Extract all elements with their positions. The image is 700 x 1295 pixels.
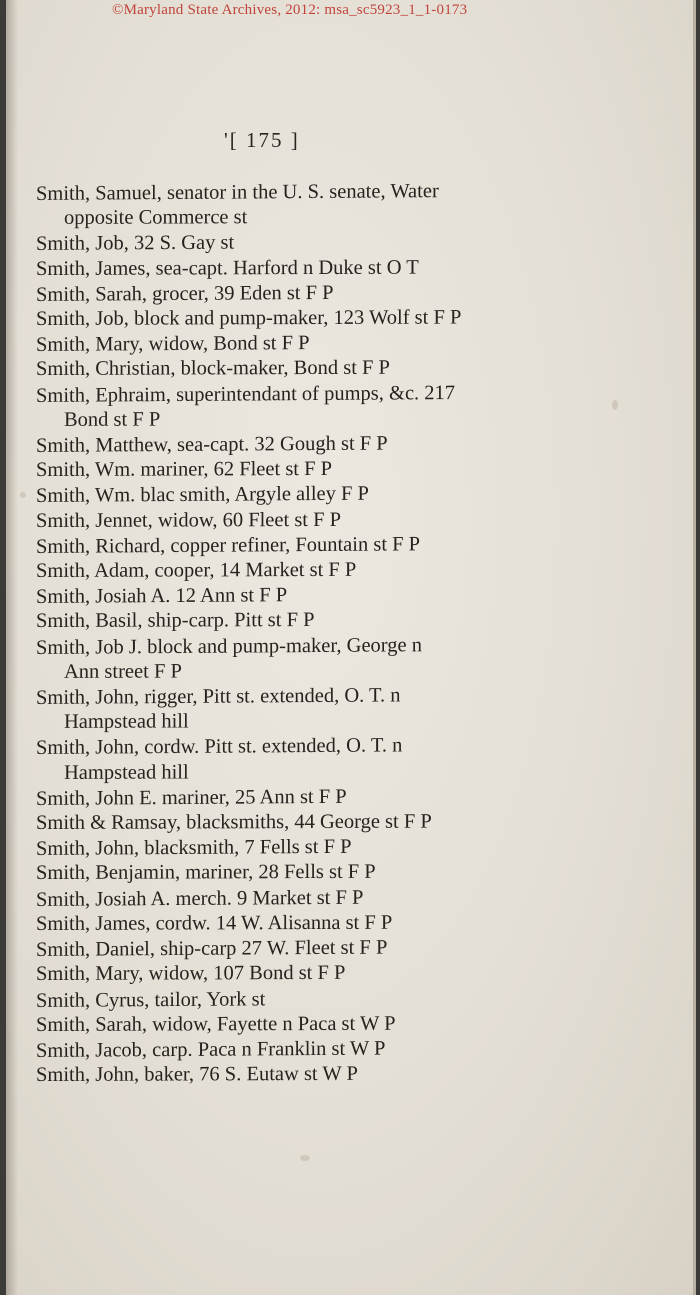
directory-entry: Smith, Job, block and pump-maker, 123 Wolf st F P [36,306,462,330]
directory-entry-continuation: Ann street F P [64,660,182,683]
directory-entry: Smith, Adam, cooper, 14 Market st F P [36,558,357,583]
directory-entry: Smith, John, blacksmith, 7 Fells st F P [36,836,352,861]
directory-entry-continuation: opposite Commerce st [64,206,248,230]
directory-entry: Smith, Sarah, widow, Fayette n Paca st W P [36,1012,396,1036]
directory-entry-continuation: Hampstead hill [64,761,189,784]
directory-entry: Smith, Job, 32 S. Gay st [36,231,235,256]
directory-entry: Smith, Sarah, grocer, 39 Eden st F P [36,281,334,306]
directory-entry: Smith, Job J. block and pump-maker, George n [36,633,422,659]
directory-entry: Smith, Samuel, senator in the U. S. senate, Water [36,180,439,205]
directory-entry: Smith, James, cordw. 14 W. Alisanna st F P [36,911,393,935]
directory-entry: Smith, Jennet, widow, 60 Fleet st F P [36,508,342,532]
directory-entry: Smith, Mary, widow, 107 Bond st F P [36,962,346,986]
directory-entry: Smith, Josiah A. 12 Ann st F P [36,584,288,609]
archive-watermark: ©Maryland State Archives, 2012: msa_sc5923_1_1-0173 [112,2,468,18]
directory-entry: Smith, John, baker, 76 S. Eutaw st W P [36,1062,358,1087]
directory-entry: Smith, Matthew, sea-capt. 32 Gough st F P [36,432,388,457]
paper-stain [612,400,618,410]
paper-stain [300,1155,310,1161]
directory-entry: Smith, James, sea-capt. Harford n Duke st O T [36,256,419,280]
directory-entry: Smith, Josiah A. merch. 9 Market st F P [36,886,364,911]
directory-entry: Smith, Jacob, carp. Paca n Franklin st W P [36,1037,386,1062]
page-number: '[ 175 ] [224,128,300,152]
paper-stain [20,492,26,498]
directory-entry: Smith, Christian, block-maker, Bond st F P [36,357,390,381]
directory-entry: Smith, Ephraim, superintendant of pumps, &c. 217 [36,381,456,407]
directory-entry: Smith & Ramsay, blacksmiths, 44 George st F P [36,810,432,835]
directory-entry: Smith, Benjamin, mariner, 28 Fells st F P [36,861,376,885]
directory-entry: Smith, John, rigger, Pitt st. extended, O. T. n [36,684,401,710]
page-gutter-shadow [6,0,18,1295]
directory-entry: Smith, Wm. blac smith, Argyle alley F P [36,483,369,508]
directory-entry: Smith, John, cordw. Pitt st. extended, O. T. n [36,734,403,760]
directory-entry: Smith, Mary, widow, Bond st F P [36,332,310,357]
directory-entry: Smith, John E. mariner, 25 Ann st F P [36,785,347,810]
directory-entry: Smith, Richard, copper refiner, Fountain st F P [36,533,421,558]
directory-entry: Smith, Daniel, ship-carp 27 W. Fleet st F P [36,936,388,962]
directory-entries [36,180,596,1087]
directory-entry-continuation: Bond st F P [64,408,161,431]
directory-entry: Smith, Wm. mariner, 62 Fleet st F P [36,458,333,482]
directory-entry: Smith, Basil, ship-carp. Pitt st F P [36,609,315,633]
directory-entry-continuation: Hampstead hill [64,710,189,734]
directory-entry: Smith, Cyrus, tailor, York st [36,987,266,1012]
